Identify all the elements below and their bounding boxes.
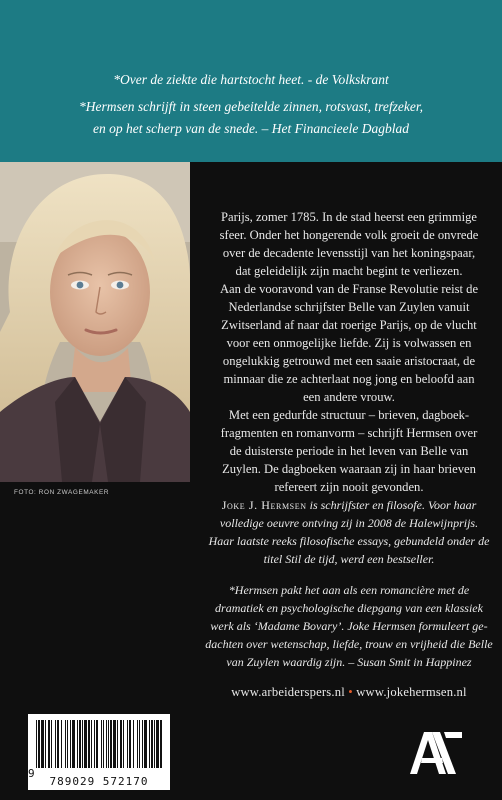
barcode-bar: [139, 720, 140, 768]
quote-volkskrant: *Over de ziekte die hartstocht heet. - de Volkskrant: [113, 72, 389, 87]
barcode-bar: [70, 720, 71, 768]
barcode-bar: [106, 720, 107, 768]
barcode-bar: [94, 720, 95, 768]
barcode-bar: [110, 720, 112, 768]
author-portrait-illustration: [0, 162, 190, 482]
blurb-line: Zwitserland af naar dat roerige Parijs, op de vlucht: [221, 318, 477, 332]
review-line: dachten over wetenschap, liefde, trouw en vrijheid die Belle: [205, 637, 493, 651]
blurb-line: sfeer. Onder het hongerende volk groeit de onvrede: [219, 228, 479, 242]
isbn-barcode: [28, 714, 170, 790]
barcode-bar: [61, 720, 62, 768]
barcode-bar: [51, 720, 52, 768]
barcode-lead-digit: 9: [28, 767, 36, 780]
url-separator: •: [348, 685, 353, 699]
blurb-line: over de decadente levensstijl van het koningspaar,: [222, 246, 476, 260]
barcode-bar: [38, 720, 40, 768]
publisher-logo-icon: [404, 722, 468, 780]
barcode-bar: [142, 720, 143, 768]
barcode-bar: [36, 720, 37, 768]
barcode-bar: [108, 720, 109, 768]
blurb-line: Met een gedurfde structuur – brieven, dagboek-: [228, 408, 470, 422]
barcode-bar: [137, 720, 138, 768]
review-line: *Hermsen pakt het aan als een romancière met de: [228, 583, 470, 597]
barcode-bar: [123, 720, 124, 768]
blurb-line: minnaar die ze achterlaat nog jong en beloofd aan: [223, 372, 475, 386]
barcode-bar: [144, 720, 147, 768]
barcode-bars: [34, 720, 164, 770]
barcode-bar: [57, 720, 59, 768]
barcode-bar: [55, 720, 56, 768]
barcode-bar: [113, 720, 116, 768]
review-line: werk als ‘Madame Bovary’. Joke Hermsen formuleert ge-: [210, 619, 488, 633]
review-line: van Zuylen waardig zijn. – Susan Smit in Happinez: [226, 655, 472, 669]
website-links: [196, 683, 502, 701]
author-bio-line: volledige oeuvre ontving zij in 2008 de Halewijnprijs.: [219, 516, 479, 530]
barcode-bar: [133, 720, 134, 768]
author-url[interactable]: www.jokehermsen.nl: [356, 685, 467, 699]
barcode-bar: [48, 720, 50, 768]
quote-band: [0, 0, 502, 162]
barcode-bar: [129, 720, 131, 768]
barcode-bar: [84, 720, 87, 768]
barcode-bar: [77, 720, 78, 768]
publisher-url[interactable]: www.arbeiderspers.nl: [231, 685, 345, 699]
author-bio-line: is schrijfster en filosofe. Voor haar: [306, 498, 477, 512]
barcode-bar: [79, 720, 81, 768]
barcode-bar: [41, 720, 44, 768]
quote-fd-line-1: *Hermsen schrijft in steen gebeitelde zinnen, rotsvast, trefzeker,: [79, 99, 423, 114]
blurb-line: Nederlandse schrijfster Belle van Zuylen vanuit: [228, 300, 470, 314]
barcode-digits: 789029 572170: [49, 775, 149, 788]
author-bio-line: titel Stil de tijd, werd een bestseller.: [263, 552, 435, 566]
barcode-bar: [45, 720, 46, 768]
barcode-bar: [67, 720, 68, 768]
blurb-line: Parijs, zomer 1785. In de stad heerst een grimmige: [220, 210, 477, 224]
author-name: Joke J. Hermsen: [221, 498, 307, 512]
blurb-line: fragmenten en romanvorm – schrijft Hermsen over: [220, 426, 478, 440]
author-bio: [196, 496, 502, 568]
barcode-bar: [149, 720, 150, 768]
barcode-bar: [72, 720, 75, 768]
review-quote: [196, 581, 502, 671]
author-photo: [0, 162, 190, 482]
blurb-line: de duisterste periode in het leven van Belle van: [229, 444, 469, 458]
blurb-line: ongelukkig getrouwd met een saaie aristocraat, de: [222, 354, 476, 368]
barcode-bar: [101, 720, 102, 768]
photo-credit: FOTO: RON ZWAGEMAKER: [14, 489, 110, 496]
barcode-bar: [160, 720, 162, 768]
blurb-text: [196, 208, 502, 496]
blurb-line: dat geleidelijk zijn macht begint te verliezen.: [235, 264, 463, 278]
barcode-bar: [103, 720, 104, 768]
barcode-bar: [96, 720, 98, 768]
barcode-bar: [65, 720, 66, 768]
blurb-line: refereert zijn nooit gevonden.: [274, 480, 424, 494]
barcode-bar: [120, 720, 122, 768]
blurb-line: Zuylen. De dagboeken waaraan zij in haar brieven: [222, 462, 476, 476]
barcode-bar: [117, 720, 118, 768]
blurb-line: Aan de vooravond van de Franse Revolutie reist de: [219, 282, 479, 296]
author-bio-line: Haar laatste reeks filosofische essays, gebundeld onder de: [208, 534, 490, 548]
barcode-bar: [151, 720, 153, 768]
barcode-bar: [127, 720, 128, 768]
barcode-bar: [82, 720, 83, 768]
quote-fd-line-2: en op het scherp van de snede. – Het Financieele Dagblad: [92, 121, 410, 136]
barcode-bar: [88, 720, 90, 768]
blurb-line: een andere vrouw.: [303, 390, 395, 404]
barcode-bar: [154, 720, 155, 768]
blurb-line: voor een onmogelijke liefde. Zij is volwassen en: [226, 336, 472, 350]
review-line: dramatiek en psychologische diepgang van een klassiek: [215, 601, 483, 615]
barcode-bar: [156, 720, 159, 768]
barcode-bar: [91, 720, 92, 768]
